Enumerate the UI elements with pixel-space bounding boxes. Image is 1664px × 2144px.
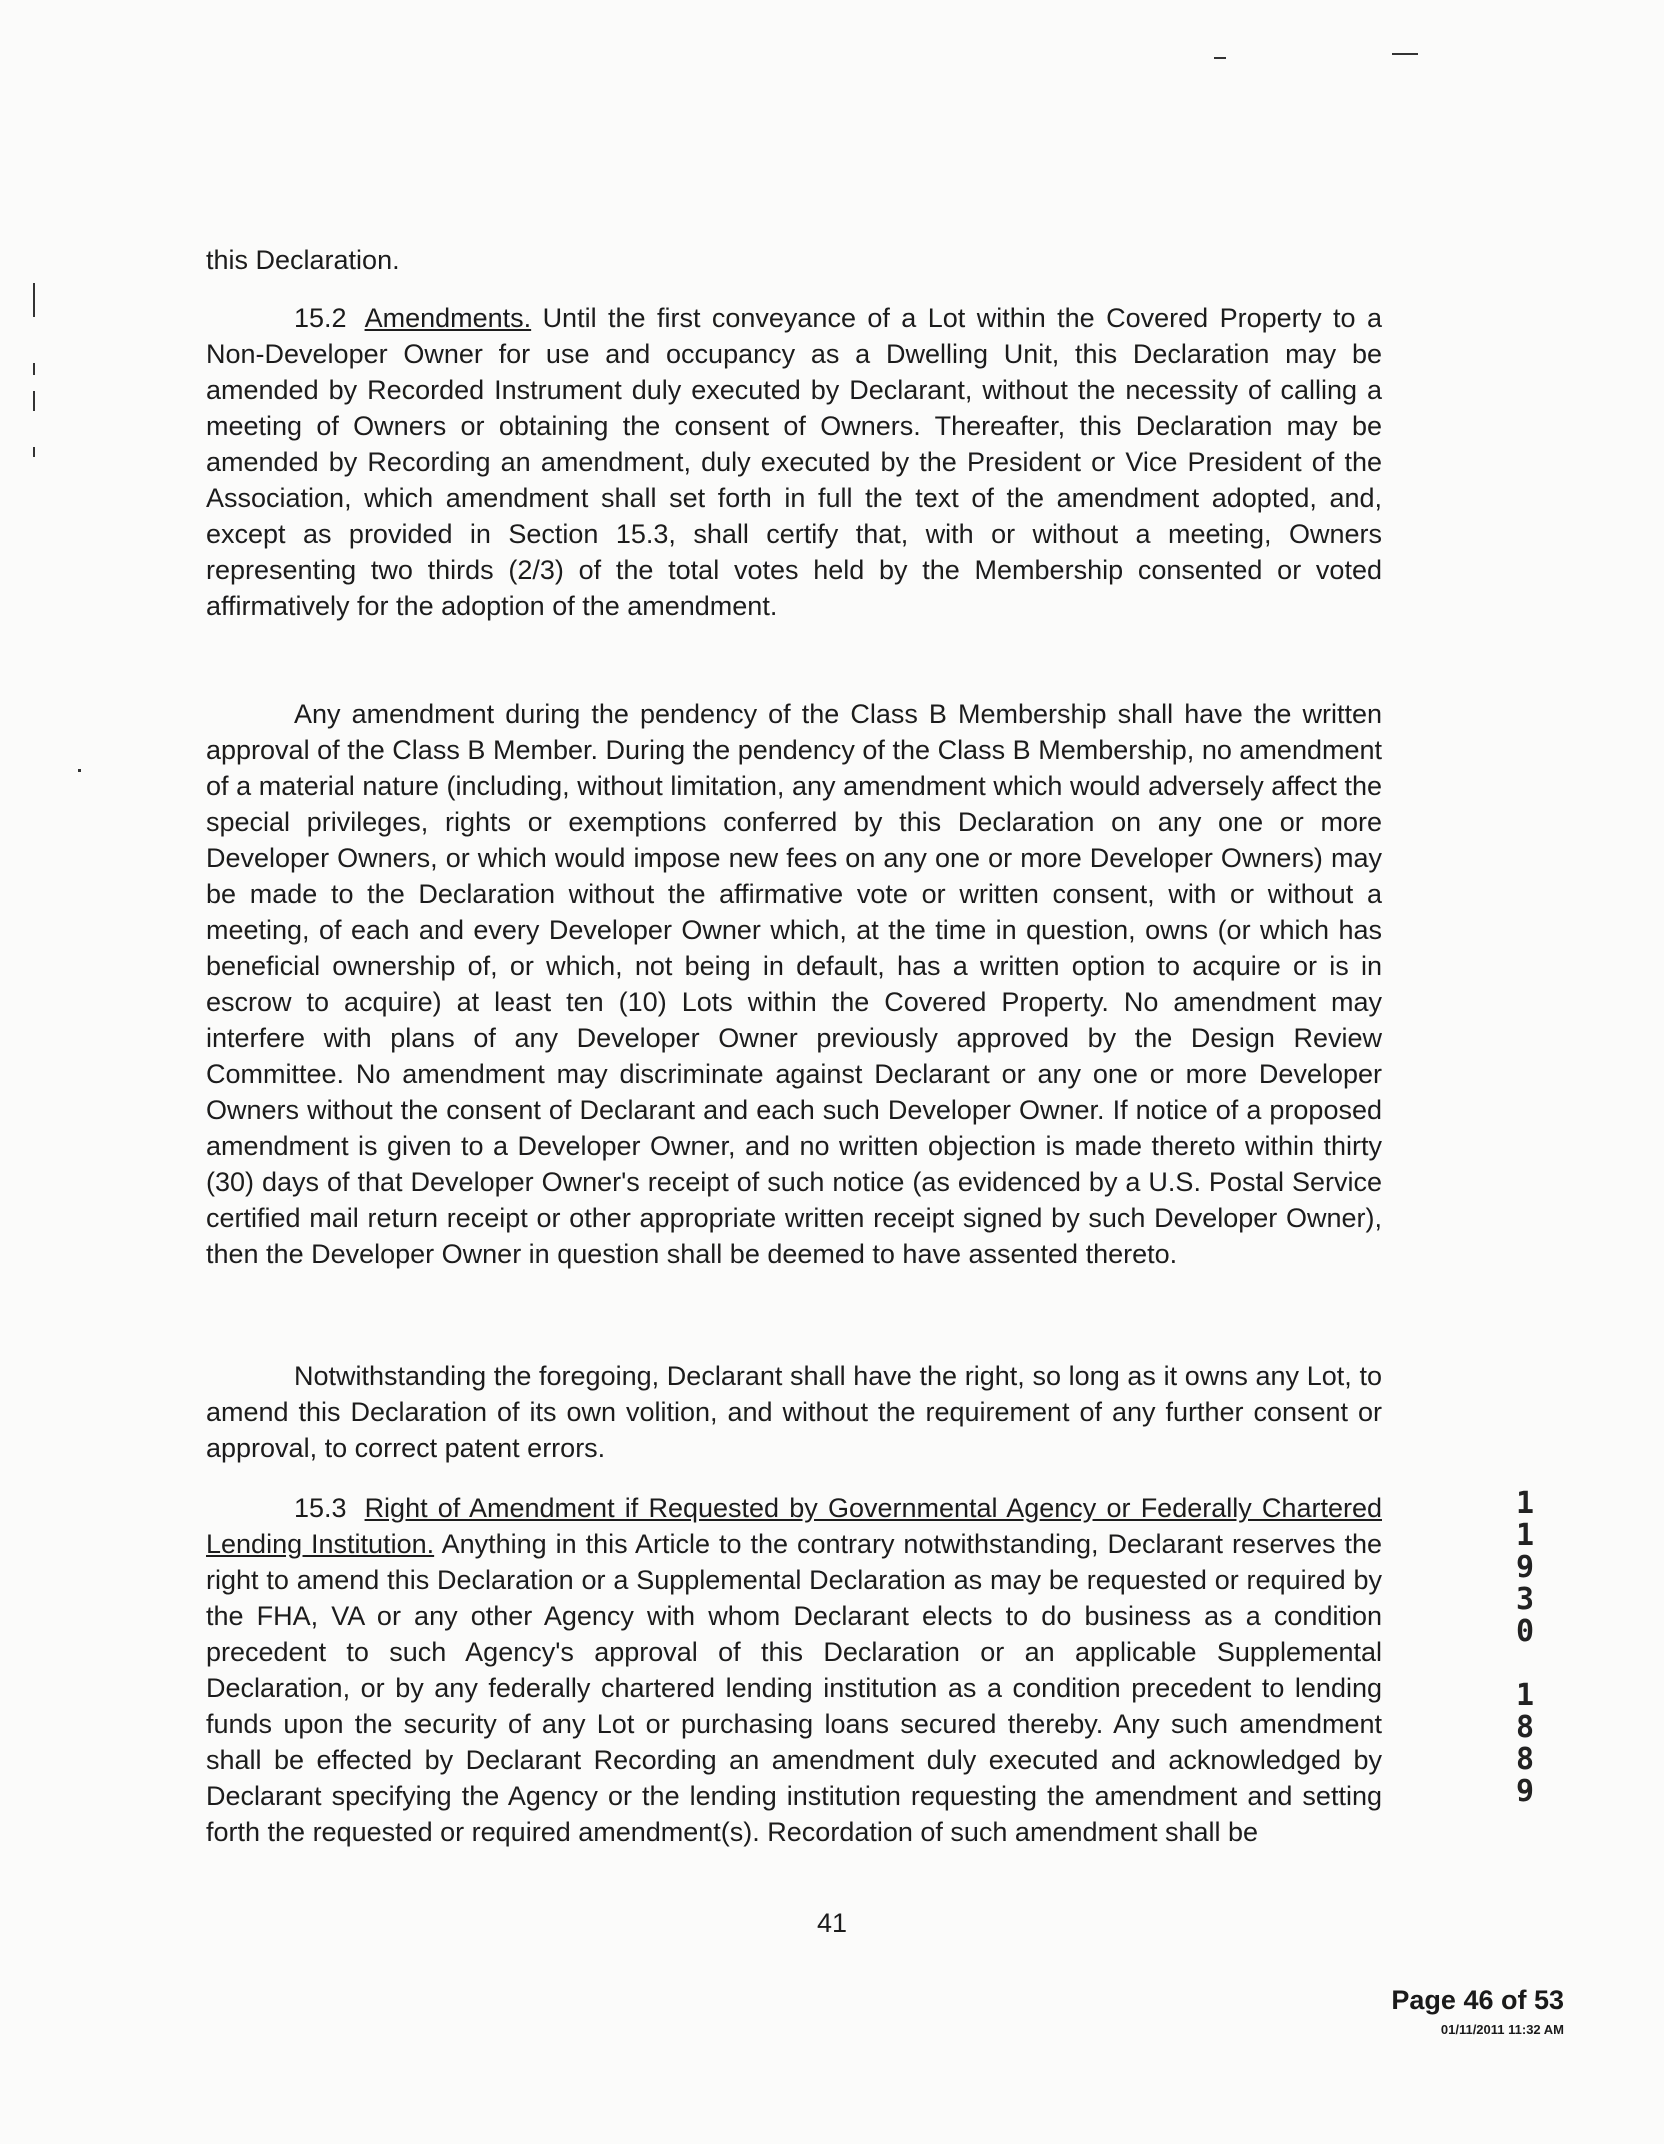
section-15-3-paragraph [206, 1490, 1382, 1850]
section-15-3-number: 15.3 [294, 1493, 347, 1523]
margin-mark-4 [33, 447, 35, 457]
section-15-2-text: Until the first conveyance of a Lot within the Covered Property to a Non-Developer Owner for use and occupancy as a Dwelling Unit, this Declaration may be amended by Recorded Instrument duly executed by Declarant, without the necessity of calling a meeting of Owners or obtaining the consent of Owners. Thereafter, this Declaration may be amended by Recording an amendment, duly executed by the President or Vice President of the Association, which amendment shall set forth in full the text of the amendment adopted, and, except as provided in Section 15.3, shall certify that, with or without a meeting, Owners representing two thirds (2/3) of the total votes held by the Membership consented or voted affirmatively for the adoption of the amendment. [206, 303, 1382, 621]
margin-mark-3 [33, 391, 35, 411]
scan-mark-top-2 [1392, 53, 1418, 55]
scan-mark-top-1 [1214, 57, 1226, 59]
stamp-digit: 1 [1515, 1518, 1535, 1553]
section-15-2-paragraph [206, 300, 1382, 624]
footer-timestamp: 01/11/2011 11:32 AM [1440, 2022, 1564, 2037]
section-15-2 [206, 300, 1382, 624]
class-b-paragraph [206, 696, 1382, 1272]
section-15-3 [206, 1490, 1382, 1850]
stamp-digit: 8 [1515, 1710, 1535, 1745]
footer-page-label: Page 46 of 53 [1391, 1985, 1564, 2015]
intro-line [206, 242, 1382, 278]
margin-mark-1 [33, 283, 35, 317]
margin-mark-2 [33, 363, 35, 375]
section-15-3-heading: Right of Amendment if Requested by Governmental Agency or Federally Chartered Lending Institution. [206, 1493, 1382, 1559]
notwithstanding-text: Notwithstanding the foregoing, Declarant shall have the right, so long as it owns any Lot, to amend this Declaration of its own volition, and without the requirement of any further consent or approval, to correct patent errors. [206, 1361, 1382, 1463]
intro-text: this Declaration. [206, 245, 400, 275]
stamp-digit: 0 [1515, 1614, 1535, 1649]
stamp-digit: 3 [1515, 1582, 1535, 1617]
recording-stamp-group-2 [1510, 1680, 1540, 1808]
class-b-text: Any amendment during the pendency of the Class B Membership shall have the written approval of the Class B Member. During the pendency of the Class B Membership, no amendment of a material nature (including, without limitation, any amendment which would adversely affect the special privileges, rights or exemptions conferred by this Declaration on any one or more Developer Owners, or which would impose new fees on any one or more Developer Owners) may be made to the Declaration without the affirmative vote or written consent, with or without a meeting, of each and every Developer Owner which, at the time in question, owns (or which has beneficial ownership of, or which, not being in default, has a written option to acquire or is in escrow to acquire) at least ten (10) Lots within the Covered Property. No amendment may interfere with plans of any Developer Owner previously approved by the Design Review Committee. No amendment may discriminate against Declarant or any one or more Developer Owners without the consent of Declarant and each such Developer Owner. If notice of a proposed amendment is given to a Developer Owner, and no written objection is made thereto within thirty (30) days of that Developer Owner's receipt of such notice (as evidenced by a U.S. Postal Service certified mail return receipt or other appropriate written receipt signed by such Developer Owner), then the Developer Owner in question shall be deemed to have assented thereto. [206, 699, 1382, 1269]
recording-stamp-group-1 [1510, 1488, 1540, 1648]
stamp-digit: 9 [1515, 1550, 1535, 1585]
stamp-digit: 8 [1515, 1742, 1535, 1777]
margin-mark-5 [78, 769, 81, 772]
page-number: 41 [816, 1908, 848, 1938]
stamp-digit: 1 [1515, 1486, 1535, 1521]
section-15-2-heading: Amendments. [364, 303, 532, 333]
stamp-digit: 9 [1515, 1774, 1535, 1809]
section-15-2-number: 15.2 [294, 303, 347, 333]
section-15-3-text: Anything in this Article to the contrary notwithstanding, Declarant reserves the right to amend this Declaration or a Supplemental Declaration as may be requested or required by the FHA, VA or any other Agency with whom Declarant elects to do business as a condition precedent to such Agency's approval of this Declaration or an applicable Supplemental Declaration, or by any federally chartered lending institution as a condition precedent to lending funds upon the security of any Lot or purchasing loans secured thereby. Any such amendment shall be effected by Declarant Recording an amendment duly executed and acknowledged by Declarant specifying the Agency or the lending institution requesting the amendment and setting forth the requested or required amendment(s). Recordation of such amendment shall be [206, 1529, 1383, 1847]
stamp-digit: 1 [1515, 1678, 1535, 1713]
notwithstanding-paragraph [206, 1358, 1382, 1466]
